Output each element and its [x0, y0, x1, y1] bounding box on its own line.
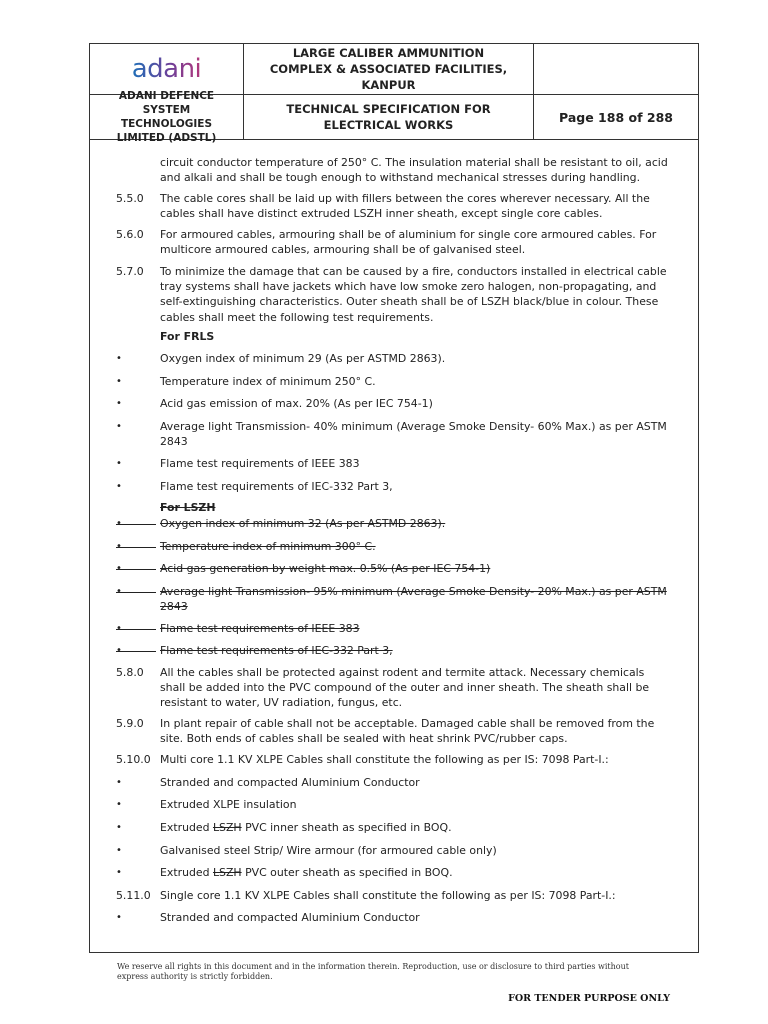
strike-line [116, 569, 156, 570]
section-number: 5.11.0 [116, 889, 151, 902]
doc-title-cell [244, 95, 534, 139]
list-item-text: Acid gas generation by weight max. 0.5% (As per IEC 754-1) [160, 562, 491, 575]
company-name: ADANI DEFENCE SYSTEM TECHNOLOGIES LIMITED (ADSTL) [116, 90, 217, 144]
list-item-text [160, 865, 672, 880]
section-text: Single core 1.1 KV XLPE Cables shall constitute the following as per IS: 7098 Part-I.: [160, 889, 616, 902]
list-item-text: Temperature index of minimum 250° C. [160, 375, 376, 388]
list-item-text: Flame test requirements of IEC-332 Part 3, [160, 644, 393, 657]
section-text: To minimize the damage that can be caused by a fire, conductors installed in electrical cable tray systems shall have jackets which have low smoke zero halogen, non-propagating, and self-extinguishing characteristics. Outer sheath shall be of LSZH black/blue in colour. These cables shall meet the following test requirements. [160, 265, 667, 324]
list-item-text: Stranded and compacted Aluminium Conductor [160, 911, 420, 924]
bullet: • [116, 376, 122, 387]
paragraph-text: circuit conductor temperature of 250° C. The insulation material shall be resistant to oil, acid and alkali and shall be tough enough to withstand mechanical stresses during handling. [160, 156, 668, 185]
text-part: Extruded [160, 866, 213, 879]
strike-line [116, 524, 156, 525]
section-number: 5.8.0 [116, 666, 144, 679]
text-part: PVC outer sheath as specified in BOQ. [241, 866, 453, 879]
frls-heading: For FRLS [160, 330, 215, 343]
bullet: • [116, 777, 122, 788]
bullet: • [116, 481, 122, 492]
list-item-text: Stranded and compacted Aluminium Conductor [160, 776, 420, 789]
bullet: • [116, 912, 122, 923]
struck-word: LSZH [212, 866, 242, 879]
section-text: Multi core 1.1 KV XLPE Cables shall constitute the following as per IS: 7098 Part-I.: [160, 753, 609, 766]
section-number: 5.7.0 [116, 265, 144, 278]
section-text: In plant repair of cable shall not be acceptable. Damaged cable shall be removed from the site. Both ends of cables shall be sealed with heat shrink PVC/rubber caps. [160, 717, 655, 746]
list-item-text: Flame test requirements of IEEE 383 [160, 622, 360, 635]
bullet: • [116, 398, 122, 409]
section-text: All the cables shall be protected against rodent and termite attack. Necessary chemicals shall be added into the PVC compound of the outer and inner sheath. The sheath shall be resistant to water, UV radiation, fungus, etc. [160, 666, 650, 710]
adani-logo: adani [131, 54, 202, 84]
list-item-text: Flame test requirements of IEC-332 Part 3, [160, 480, 393, 493]
lszh-heading: For LSZH [160, 501, 216, 514]
list-item-text: Galvanised steel Strip/ Wire armour (for armoured cable only) [160, 844, 497, 857]
bullet: • [116, 845, 122, 856]
list-item-text: Extruded XLPE insulation [160, 798, 297, 811]
list-item-text: Flame test requirements of IEEE 383 [160, 457, 360, 470]
strike-line [116, 629, 156, 630]
section-number: 5.10.0 [116, 753, 151, 766]
strike-line [116, 651, 156, 652]
text-part: Extruded [160, 821, 213, 834]
section-text: The cable cores shall be laid up with fillers between the cores wherever necessary. All the cables shall have distinct extruded LSZH inner sheath, except single core cables. [160, 192, 650, 221]
page-number-cell [534, 95, 698, 139]
struck-word: LSZH [212, 821, 242, 834]
text-part: PVC inner sheath as specified in BOQ. [241, 821, 452, 834]
bullet: • [116, 867, 122, 878]
document-title: TECHNICAL SPECIFICATION FOR ELECTRICAL WORKS [286, 102, 491, 132]
list-item-text: Oxygen index of minimum 32 (As per ASTMD 2863). [160, 517, 446, 530]
list-item-text: Acid gas emission of max. 20% (As per IEC 754-1) [160, 397, 433, 410]
list-item-text: Average light Transmission- 40% minimum (Average Smoke Density- 60% Max.) as per ASTM 2843 [160, 420, 667, 449]
tender-label: FOR TENDER PURPOSE ONLY [508, 993, 670, 1004]
header-row-1 [90, 44, 698, 95]
rights-notice: We reserve all rights in this document and in the information therein. Reproduction, use or disclosure to third parties without express authority is strictly forbidden. [117, 962, 629, 981]
page-number: Page 188 of 288 [559, 109, 673, 125]
strike-line [116, 547, 156, 548]
project-title-cell [244, 44, 534, 94]
logo-cell [90, 44, 244, 94]
bullet: • [116, 353, 122, 364]
company-cell [90, 90, 244, 144]
strike-line [116, 592, 156, 593]
bullet: • [116, 799, 122, 810]
header-row-2 [90, 90, 698, 144]
section-number: 5.9.0 [116, 717, 144, 730]
section-text: For armoured cables, armouring shall be of aluminium for single core armoured cables. For multicore armoured cables, armouring shall be of galvanised steel. [160, 228, 657, 257]
section-number: 5.5.0 [116, 192, 144, 205]
list-item-text: Temperature index of minimum 300° C. [160, 540, 376, 553]
section-number: 5.6.0 [116, 228, 144, 241]
bullet: • [116, 458, 122, 469]
bullet: • [116, 822, 122, 833]
list-item-text: Average light Transmission- 95% minimum (Average Smoke Density- 20% Max.) as per ASTM 2843 [160, 585, 667, 614]
project-title: LARGE CALIBER AMMUNITION COMPLEX & ASSOCIATED FACILITIES, KANPUR [269, 46, 508, 92]
bullet: • [116, 421, 122, 432]
blank-cell [534, 44, 698, 94]
list-item-text [160, 820, 672, 835]
list-item-text: Oxygen index of minimum 29 (As per ASTMD 2863). [160, 352, 446, 365]
